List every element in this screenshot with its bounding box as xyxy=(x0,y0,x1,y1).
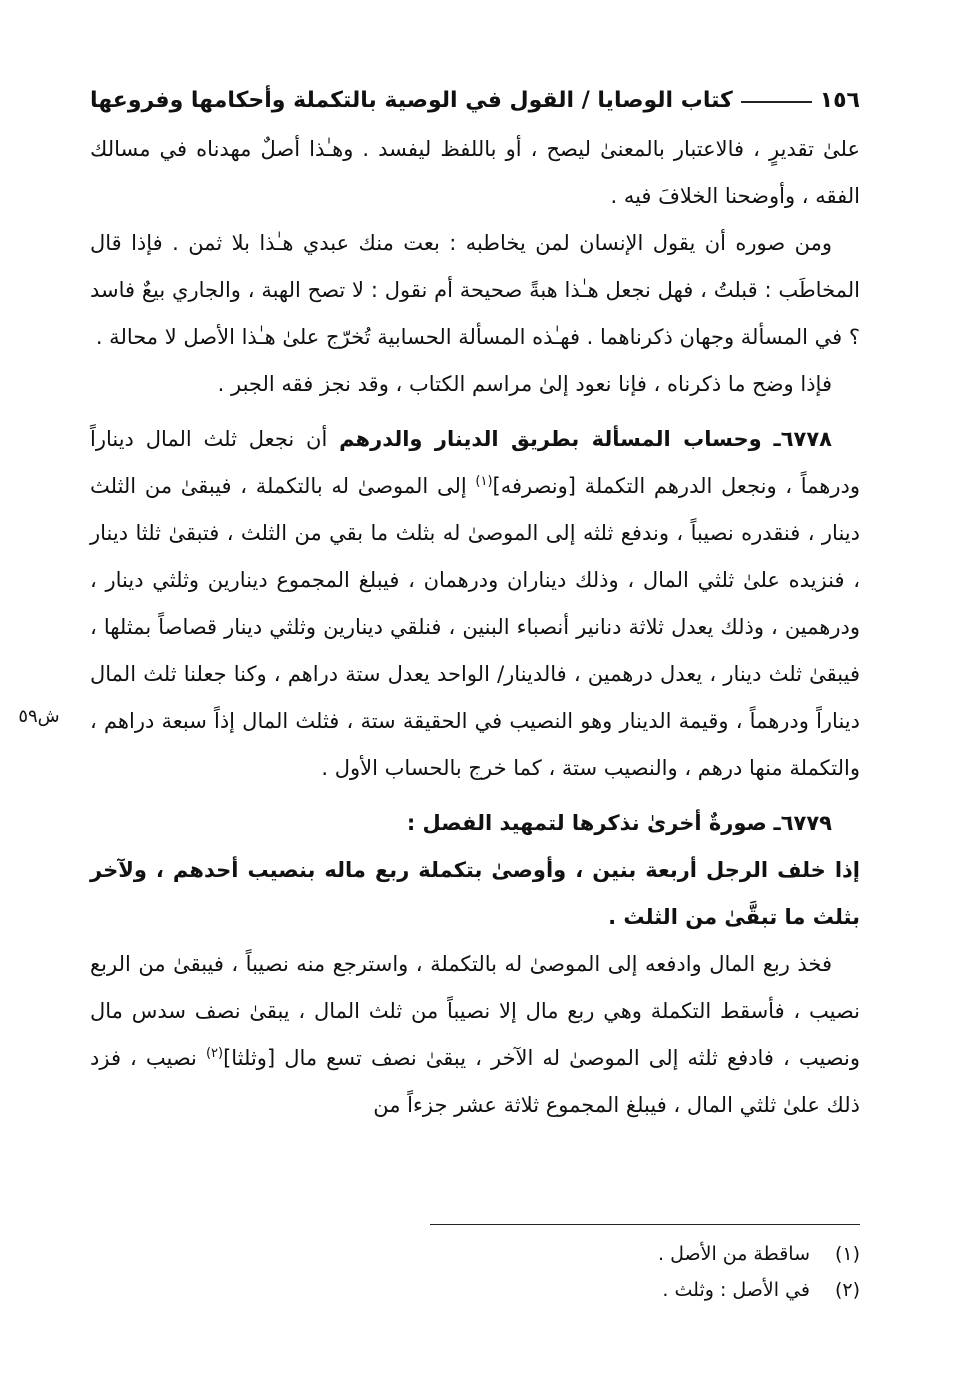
footnote-2 xyxy=(90,1272,860,1308)
section-text-b: إلى الموصىٰ له بالتكملة ، فيبقىٰ من الثلث دينار ، فنقدره نصيباً ، وندفع ثلثه إلى الموصىٰ له بثلث ما بقي من الثلث ، فتبقىٰ ثلثا دينار ، فنزيده علىٰ ثلثي المال ، وذلك ديناران ودرهمان ، فيبلغ المجموع دينارين وثلثي دينار ، ودرهمين ، وذلك يعدل ثلاثة دنانير أنصباء البنين ، فنلقي دينارين وثلثي دينار قصاصاً بمثلها ، فيبقىٰ ثلث دينار ، يعدل درهمين ، فالدينار/ الواحد يعدل ستة دراهم ، وكنا جعلنا ثلث المال ديناراً ودرهماً ، وقيمة الدينار وهو النصيب في الحقيقة ستة ، فثلث المال إذاً سبعة دراهم ، والتكملة منها درهم ، والنصيب ستة ، كما خرج بالحساب الأول . xyxy=(90,474,860,780)
solution-text-a: فخذ ربع المال وادفعه إلى الموصىٰ له بالتكملة ، واسترجع منه نصيباً ، فيبقىٰ من الربع نصيب ، فأسقط التكملة وهي ربع مال إلا نصيباً من ثلث المال ، يبقىٰ نصف سدس مال ونصيب ، فادفع ثلثه إلى الموصىٰ له الآخر ، يبقىٰ نصف تسع مال [وثلثا] xyxy=(90,952,860,1070)
section-heading: صورةٌ أخرىٰ نذكرها لتمهيد الفصل : xyxy=(406,811,767,835)
solution-text-b: نصيب ، فزد ذلك علىٰ ثلثي المال ، فيبلغ المجموع ثلاثة عشر جزءاً من xyxy=(90,1046,860,1117)
section-number: ٦٧٧٨ـ xyxy=(773,427,832,451)
footnote-number: (٢) xyxy=(834,1279,860,1301)
section-lead: وحساب المسألة بطريق الدينار والدرهم xyxy=(339,427,762,451)
footnote-ref-1[interactable]: (١) xyxy=(475,474,493,489)
footnotes xyxy=(90,1236,860,1308)
header-rule xyxy=(741,101,812,103)
footnote-number: (١) xyxy=(834,1243,860,1265)
section-number: ٦٧٧٩ـ xyxy=(773,811,832,835)
case-statement: إذا خلف الرجل أربعة بنين ، وأوصىٰ بتكملة ربع ماله بنصيب أحدهم ، ولآخر بثلث ما تبقَّىٰ من الثلث . xyxy=(90,858,860,929)
paragraph-6779 xyxy=(90,800,860,847)
footnote-text: ساقطة من الأصل . xyxy=(658,1243,810,1265)
running-header xyxy=(90,82,860,118)
section-text-a: أن نجعل ثلث المال ديناراً ودرهماً ، ونجعل الدرهم التكملة [ونصرفه] xyxy=(90,427,860,498)
running-title: كتاب الوصايا / القول في الوصية بالتكملة وأحكامها وفروعها xyxy=(90,87,733,113)
footnote-1 xyxy=(90,1236,860,1272)
paragraph-solution xyxy=(90,941,860,1129)
paragraph-3: فإذا وضح ما ذكرناه ، فإنا نعود إلىٰ مراسم الكتاب ، وقد نجز فقه الجبر . xyxy=(217,372,832,396)
footnote-ref-2[interactable]: (٢) xyxy=(205,1046,224,1061)
footnote-text: في الأصل : وثلث . xyxy=(662,1279,810,1301)
paragraph-2: ومن صوره أن يقول الإنسان لمن يخاطبه : بعت منك عبدي هـٰذا بلا ثمن . فإذا قال المخاطَب : قبلتُ ، فهل نجعل هـٰذا هبةً صحيحة أم نقول : لا تصح الهبة ، والجاري بيعٌ فاسد ؟ في المسألة وجهان ذكرناهما . فهـٰذه المسألة الحسابية تُخرّج علىٰ هـٰذا الأصل لا محالة . xyxy=(90,231,860,349)
paragraph-1: علىٰ تقديرٍ ، فالاعتبار بالمعنىٰ ليصح ، أو باللفظ ليفسد . وهـٰذا أصلٌ مهدناه في مسالك الفقه ، وأوضحنا الخلافَ فيه . xyxy=(90,137,860,208)
page-number: ١٥٦ xyxy=(819,87,860,113)
paragraph-6778 xyxy=(90,416,860,792)
footnote-divider xyxy=(430,1224,860,1225)
main-text xyxy=(90,126,860,1129)
margin-reference: ش٥٩ xyxy=(18,706,60,727)
